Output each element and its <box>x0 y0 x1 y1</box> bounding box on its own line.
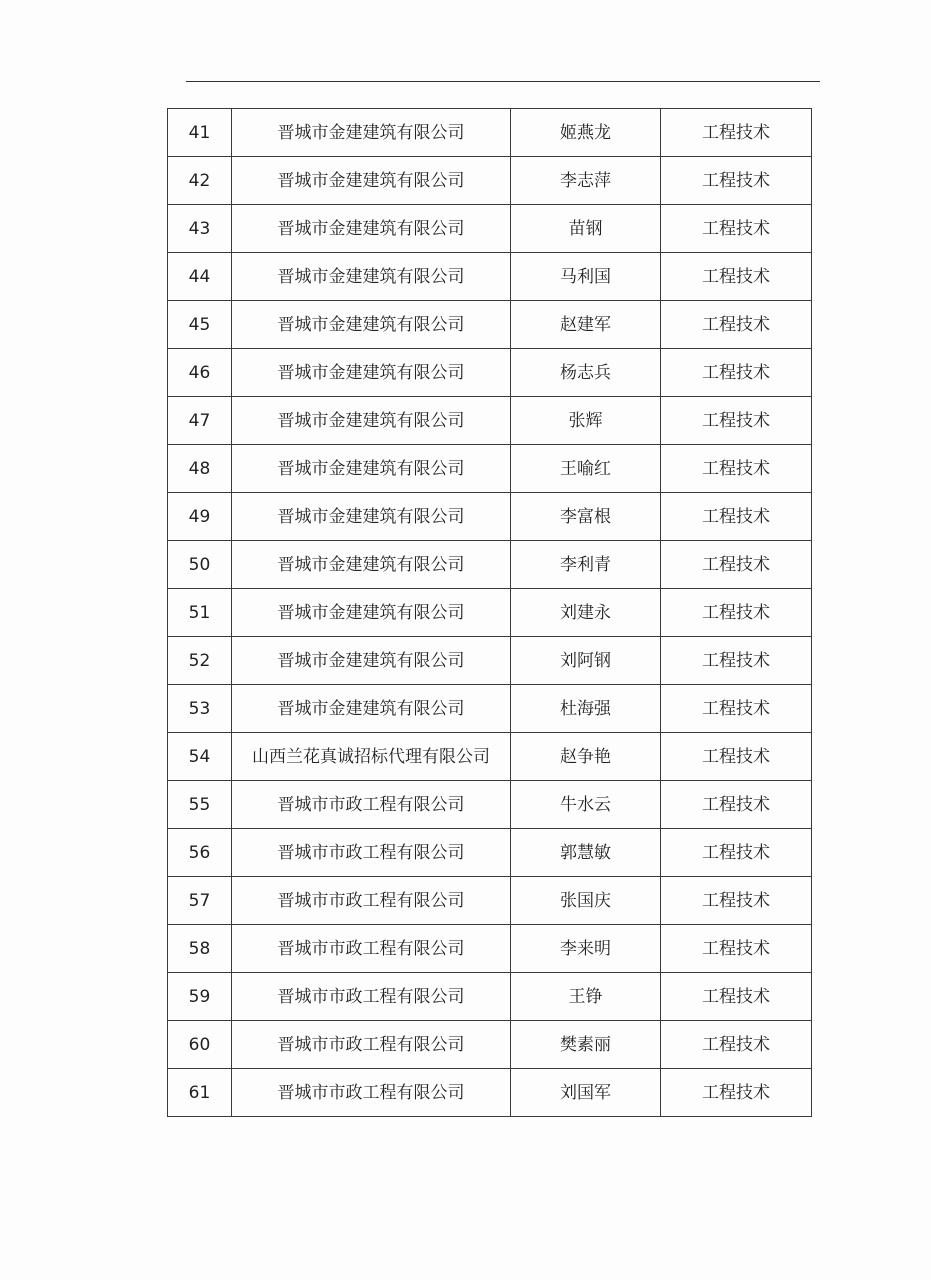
row-number-cell: 57 <box>168 877 232 925</box>
row-number-cell: 45 <box>168 301 232 349</box>
category-cell: 工程技术 <box>661 973 812 1021</box>
category-cell: 工程技术 <box>661 685 812 733</box>
person-name-cell: 王铮 <box>511 973 661 1021</box>
person-name-cell: 刘阿钢 <box>511 637 661 685</box>
table-row <box>168 349 812 397</box>
category-cell: 工程技术 <box>661 301 812 349</box>
company-cell: 晋城市金建建筑有限公司 <box>232 589 511 637</box>
person-name-cell: 刘国军 <box>511 1069 661 1117</box>
table-row <box>168 685 812 733</box>
row-number-cell: 52 <box>168 637 232 685</box>
category-cell: 工程技术 <box>661 253 812 301</box>
company-cell: 晋城市金建建筑有限公司 <box>232 349 511 397</box>
category-cell: 工程技术 <box>661 445 812 493</box>
category-cell: 工程技术 <box>661 1021 812 1069</box>
row-number-cell: 56 <box>168 829 232 877</box>
person-name-cell: 刘建永 <box>511 589 661 637</box>
table-row <box>168 1021 812 1069</box>
table-row <box>168 109 812 157</box>
person-name-cell: 赵争艳 <box>511 733 661 781</box>
row-number-cell: 51 <box>168 589 232 637</box>
row-number-cell: 53 <box>168 685 232 733</box>
header-rule <box>186 81 820 82</box>
company-cell: 晋城市市政工程有限公司 <box>232 973 511 1021</box>
person-name-cell: 郭慧敏 <box>511 829 661 877</box>
row-number-cell: 58 <box>168 925 232 973</box>
person-name-cell: 张辉 <box>511 397 661 445</box>
person-name-cell: 李利青 <box>511 541 661 589</box>
table-row <box>168 637 812 685</box>
row-number-cell: 41 <box>168 109 232 157</box>
row-number-cell: 42 <box>168 157 232 205</box>
category-cell: 工程技术 <box>661 397 812 445</box>
table-row <box>168 301 812 349</box>
company-cell: 晋城市金建建筑有限公司 <box>232 637 511 685</box>
person-name-cell: 李富根 <box>511 493 661 541</box>
row-number-cell: 49 <box>168 493 232 541</box>
category-cell: 工程技术 <box>661 349 812 397</box>
company-cell: 晋城市市政工程有限公司 <box>232 1069 511 1117</box>
person-name-cell: 张国庆 <box>511 877 661 925</box>
category-cell: 工程技术 <box>661 637 812 685</box>
roster-table <box>167 108 812 1117</box>
person-name-cell: 赵建军 <box>511 301 661 349</box>
company-cell: 晋城市金建建筑有限公司 <box>232 205 511 253</box>
category-cell: 工程技术 <box>661 1069 812 1117</box>
category-cell: 工程技术 <box>661 205 812 253</box>
row-number-cell: 60 <box>168 1021 232 1069</box>
category-cell: 工程技术 <box>661 493 812 541</box>
table-row <box>168 829 812 877</box>
company-cell: 晋城市金建建筑有限公司 <box>232 493 511 541</box>
row-number-cell: 55 <box>168 781 232 829</box>
person-name-cell: 苗钢 <box>511 205 661 253</box>
table-row <box>168 1069 812 1117</box>
row-number-cell: 47 <box>168 397 232 445</box>
company-cell: 晋城市市政工程有限公司 <box>232 781 511 829</box>
table-row <box>168 781 812 829</box>
person-name-cell: 姬燕龙 <box>511 109 661 157</box>
category-cell: 工程技术 <box>661 733 812 781</box>
person-name-cell: 樊素丽 <box>511 1021 661 1069</box>
category-cell: 工程技术 <box>661 781 812 829</box>
person-name-cell: 李来明 <box>511 925 661 973</box>
company-cell: 晋城市金建建筑有限公司 <box>232 157 511 205</box>
person-name-cell: 李志萍 <box>511 157 661 205</box>
row-number-cell: 61 <box>168 1069 232 1117</box>
row-number-cell: 50 <box>168 541 232 589</box>
table-row <box>168 445 812 493</box>
row-number-cell: 48 <box>168 445 232 493</box>
company-cell: 晋城市金建建筑有限公司 <box>232 685 511 733</box>
company-cell: 晋城市金建建筑有限公司 <box>232 253 511 301</box>
category-cell: 工程技术 <box>661 877 812 925</box>
table-row <box>168 589 812 637</box>
category-cell: 工程技术 <box>661 157 812 205</box>
roster-table-body <box>168 109 812 1117</box>
row-number-cell: 46 <box>168 349 232 397</box>
category-cell: 工程技术 <box>661 589 812 637</box>
table-row <box>168 733 812 781</box>
row-number-cell: 59 <box>168 973 232 1021</box>
person-name-cell: 马利国 <box>511 253 661 301</box>
table-row <box>168 157 812 205</box>
company-cell: 晋城市市政工程有限公司 <box>232 829 511 877</box>
company-cell: 晋城市金建建筑有限公司 <box>232 541 511 589</box>
row-number-cell: 43 <box>168 205 232 253</box>
person-name-cell: 杜海强 <box>511 685 661 733</box>
table-row <box>168 877 812 925</box>
table-row <box>168 253 812 301</box>
person-name-cell: 王喻红 <box>511 445 661 493</box>
person-name-cell: 牛水云 <box>511 781 661 829</box>
company-cell: 晋城市市政工程有限公司 <box>232 877 511 925</box>
person-name-cell: 杨志兵 <box>511 349 661 397</box>
category-cell: 工程技术 <box>661 829 812 877</box>
row-number-cell: 54 <box>168 733 232 781</box>
table-row <box>168 493 812 541</box>
company-cell: 山西兰花真诚招标代理有限公司 <box>232 733 511 781</box>
table-row <box>168 925 812 973</box>
table-row <box>168 541 812 589</box>
company-cell: 晋城市金建建筑有限公司 <box>232 397 511 445</box>
company-cell: 晋城市金建建筑有限公司 <box>232 109 511 157</box>
company-cell: 晋城市市政工程有限公司 <box>232 925 511 973</box>
category-cell: 工程技术 <box>661 109 812 157</box>
company-cell: 晋城市金建建筑有限公司 <box>232 301 511 349</box>
table-row <box>168 397 812 445</box>
table-row <box>168 973 812 1021</box>
category-cell: 工程技术 <box>661 541 812 589</box>
company-cell: 晋城市金建建筑有限公司 <box>232 445 511 493</box>
category-cell: 工程技术 <box>661 925 812 973</box>
company-cell: 晋城市市政工程有限公司 <box>232 1021 511 1069</box>
table-row <box>168 205 812 253</box>
row-number-cell: 44 <box>168 253 232 301</box>
